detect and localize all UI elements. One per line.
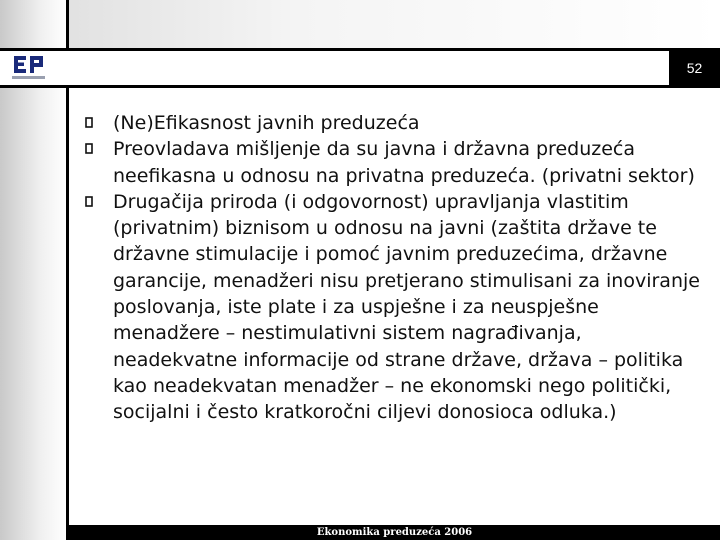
bullet-list xyxy=(84,110,704,426)
bullet-text: Drugačija priroda (i odgovornost) upravljanja vlastitim (privatnim) biznisom u odnosu na javni (zaštita države te državne stimulacije i pomoć javnim preduzećima, državne garancije, menadžeri nisu pretjerano stimulisani za inoviranje poslovanja, iste plate i za uspješne i za neuspješne menadžere – nestimulativni sistem nagrađivanja, neadekvatne informacije od strane države, država – politika kao neadekvatan menadžer – ne ekonomski nego politički, socijalni i često kratkoročni ciljevi donosioca odluka.) xyxy=(113,190,700,424)
page-number: 52 xyxy=(669,51,720,85)
square-bullet-icon xyxy=(84,141,94,157)
bullet-item xyxy=(84,189,704,426)
bullet-item xyxy=(84,110,704,136)
bullet-text: (Ne)Efikasnost javnih preduzeća xyxy=(113,112,420,134)
bullet-item xyxy=(84,136,704,189)
footer-bar xyxy=(69,525,720,540)
header-bar xyxy=(0,48,720,88)
logo xyxy=(0,51,66,85)
top-gradient-band xyxy=(0,0,720,48)
footer-title: Ekonomika preduzeća 2006 xyxy=(316,527,473,538)
square-bullet-icon xyxy=(84,194,94,210)
ep-logo-icon xyxy=(0,51,66,85)
square-bullet-icon xyxy=(84,115,94,131)
bullet-text: Preovladava mišljenje da su javna i državna preduzeća neefikasna u odnosu na privatna preduzeća. (privatni sektor) xyxy=(113,138,695,187)
